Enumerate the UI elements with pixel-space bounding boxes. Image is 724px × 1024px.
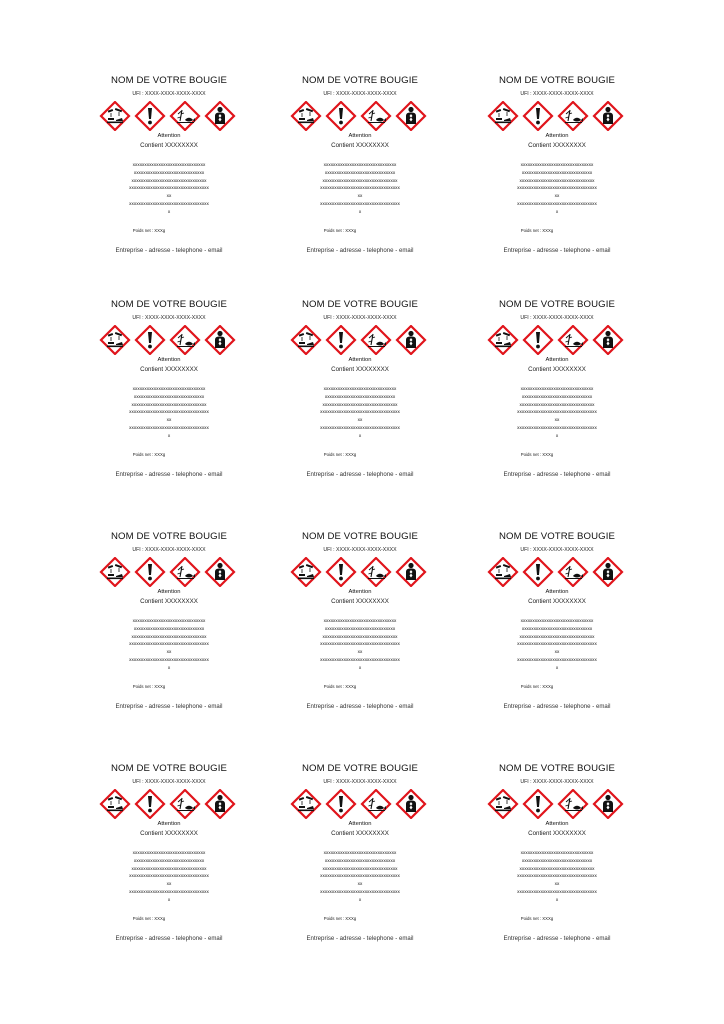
company-footer: Entreprise - adresse - telephone - email (115, 935, 223, 942)
exclamation-mark-icon (524, 326, 552, 354)
hazard-line: xxxxxxxxxxxxxxxxxxxxxxxxxxxxxxxx (131, 401, 207, 407)
corrosion-icon (101, 102, 129, 130)
hazard-line: xxxxxxxxxxxxxxxxxxxxxxxxxxxxxx (521, 857, 593, 863)
hazard-line: xx (166, 649, 172, 655)
ufi-code: UFI : XXXX-XXXX-XXXX-XXXX (520, 315, 594, 321)
exclamation-mark-icon (136, 326, 164, 354)
hazard-line: xxxxxxxxxxxxxxxxxxxxxxxxxxxxxxx (132, 162, 206, 167)
health-hazard-icon (397, 326, 425, 354)
net-weight: Poids net : XXXg (132, 684, 166, 689)
signal-word: Attention (157, 821, 181, 827)
hazard-line: xxxxxxxxxxxxxxxxxxxxxxxxxxxxxxxxxx (320, 185, 400, 191)
exclamation-mark-icon (524, 790, 552, 818)
corrosion-icon (489, 558, 517, 586)
hazard-line: xxxxxxxxxxxxxxxxxxxxxxxxxxxxxxxx (519, 865, 595, 871)
hazard-line: xx (357, 417, 363, 423)
hazard-line: xxxxxxxxxxxxxxxxxxxxxxxxxxxxxxxx (322, 633, 398, 639)
hazard-line: x (167, 208, 171, 214)
corrosion-icon (101, 790, 129, 818)
contains-text: Contient XXXXXXXX (140, 366, 198, 373)
corrosion-icon (101, 326, 129, 354)
health-hazard-icon (206, 102, 234, 130)
hazard-line: x (167, 896, 171, 902)
hazard-statements (94, 617, 244, 672)
hazard-line: xx (166, 417, 172, 423)
hazard-line: xxxxxxxxxxxxxxxxxxxxxxxxxxxxxxxxxx (129, 424, 209, 430)
hazard-line: xxxxxxxxxxxxxxxxxxxxxxxxxxxxxxxxxx (517, 424, 597, 430)
hazard-line: xx (554, 881, 560, 887)
hazard-statements (482, 617, 632, 672)
net-weight: Poids net : XXXg (323, 916, 357, 921)
signal-word: Attention (545, 821, 569, 827)
hazard-line: xxxxxxxxxxxxxxxxxxxxxxxxxxxxxxxx (131, 177, 207, 183)
company-footer: Entreprise - adresse - telephone - email (115, 703, 223, 710)
hazard-line: xxxxxxxxxxxxxxxxxxxxxxxxxxxxxxxx (519, 633, 595, 639)
ghs-pictograms (98, 325, 240, 355)
hazard-line: xxxxxxxxxxxxxxxxxxxxxxxxxxxxxxx (132, 386, 206, 391)
hazard-line: x (555, 208, 559, 214)
corrosion-icon (489, 790, 517, 818)
company-footer: Entreprise - adresse - telephone - email (306, 471, 414, 478)
signal-word: Attention (157, 357, 181, 363)
health-hazard-icon (206, 790, 234, 818)
ghs-pictograms (98, 101, 240, 131)
hazard-line: xxxxxxxxxxxxxxxxxxxxxxxxxxxxxxxx (519, 177, 595, 183)
hazard-line: xxxxxxxxxxxxxxxxxxxxxxxxxxxxxxxx (131, 865, 207, 871)
hazard-statements (285, 617, 435, 672)
corrosion-icon (489, 326, 517, 354)
exclamation-mark-icon (136, 102, 164, 130)
hazard-statements (482, 849, 632, 904)
contains-text: Contient XXXXXXXX (331, 598, 389, 605)
hazard-statements (285, 385, 435, 440)
hazard-line: xxxxxxxxxxxxxxxxxxxxxxxxxxxxxx (133, 625, 205, 631)
hazard-line: xxxxxxxxxxxxxxxxxxxxxxxxxxxxxx (521, 625, 593, 631)
company-footer: Entreprise - adresse - telephone - email (115, 471, 223, 478)
hazard-line: xxxxxxxxxxxxxxxxxxxxxxxxxxxxxxxxxx (129, 641, 209, 647)
hazard-line: xxxxxxxxxxxxxxxxxxxxxxxxxxxxxx (521, 393, 593, 399)
hazard-line: xxxxxxxxxxxxxxxxxxxxxxxxxxxxxxxx (519, 401, 595, 407)
contains-text: Contient XXXXXXXX (331, 366, 389, 373)
hazard-line: xxxxxxxxxxxxxxxxxxxxxxxxxxxxxxx (520, 386, 594, 391)
hazard-line: xxxxxxxxxxxxxxxxxxxxxxxxxxxxxx (133, 169, 205, 175)
hazard-line: xxxxxxxxxxxxxxxxxxxxxxxxxxxxxxxxxx (129, 409, 209, 415)
hazard-line: x (167, 432, 171, 438)
signal-word: Attention (545, 133, 569, 139)
signal-word: Attention (348, 589, 372, 595)
health-hazard-icon (397, 790, 425, 818)
company-footer: Entreprise - adresse - telephone - email (503, 471, 611, 478)
contains-text: Contient XXXXXXXX (140, 830, 198, 837)
hazard-line: xxxxxxxxxxxxxxxxxxxxxxxxxxxxxxx (323, 386, 397, 391)
candle-name: NOM DE VOTRE BOUGIE (302, 75, 418, 86)
ghs-pictograms (98, 557, 240, 587)
hazard-line: xx (357, 193, 363, 199)
hazard-line: xxxxxxxxxxxxxxxxxxxxxxxxxxxxxxxx (322, 177, 398, 183)
hazard-statements (285, 161, 435, 216)
ufi-code: UFI : XXXX-XXXX-XXXX-XXXX (520, 91, 594, 97)
environment-icon (362, 326, 390, 354)
net-weight: Poids net : XXXg (132, 916, 166, 921)
ufi-code: UFI : XXXX-XXXX-XXXX-XXXX (323, 91, 397, 97)
net-weight: Poids net : XXXg (520, 452, 554, 457)
hazard-line: xxxxxxxxxxxxxxxxxxxxxxxxxxxxxxxx (322, 865, 398, 871)
hazard-line: xx (357, 649, 363, 655)
hazard-line: xxxxxxxxxxxxxxxxxxxxxxxxxxxxxx (324, 857, 396, 863)
health-hazard-icon (397, 558, 425, 586)
exclamation-mark-icon (136, 558, 164, 586)
signal-word: Attention (348, 133, 372, 139)
hazard-line: xx (166, 881, 172, 887)
ghs-pictograms (289, 557, 431, 587)
hazard-line: xxxxxxxxxxxxxxxxxxxxxxxxxxxxxxx (323, 618, 397, 623)
corrosion-icon (292, 326, 320, 354)
candle-name: NOM DE VOTRE BOUGIE (111, 531, 227, 542)
exclamation-mark-icon (327, 790, 355, 818)
net-weight: Poids net : XXXg (323, 684, 357, 689)
hazard-line: xxxxxxxxxxxxxxxxxxxxxxxxxxxxxxxxxx (517, 641, 597, 647)
signal-word: Attention (545, 589, 569, 595)
candle-name: NOM DE VOTRE BOUGIE (111, 763, 227, 774)
hazard-line: xxxxxxxxxxxxxxxxxxxxxxxxxxxxxx (324, 169, 396, 175)
hazard-line: xxxxxxxxxxxxxxxxxxxxxxxxxxxxxxxxxx (517, 185, 597, 191)
hazard-line: xxxxxxxxxxxxxxxxxxxxxxxxxxxxxxxxxx (129, 185, 209, 191)
signal-word: Attention (157, 589, 181, 595)
company-footer: Entreprise - adresse - telephone - email (306, 247, 414, 254)
hazard-line: x (555, 664, 559, 670)
exclamation-mark-icon (136, 790, 164, 818)
environment-icon (171, 326, 199, 354)
hazard-line: xx (166, 193, 172, 199)
candle-name: NOM DE VOTRE BOUGIE (302, 763, 418, 774)
hazard-line: xxxxxxxxxxxxxxxxxxxxxxxxxxxxxxxxxx (129, 656, 209, 662)
candle-name: NOM DE VOTRE BOUGIE (499, 763, 615, 774)
hazard-line: xx (554, 417, 560, 423)
hazard-statements (482, 385, 632, 440)
ufi-code: UFI : XXXX-XXXX-XXXX-XXXX (132, 91, 206, 97)
candle-name: NOM DE VOTRE BOUGIE (499, 299, 615, 310)
health-hazard-icon (594, 558, 622, 586)
contains-text: Contient XXXXXXXX (528, 142, 586, 149)
ufi-code: UFI : XXXX-XXXX-XXXX-XXXX (323, 547, 397, 553)
hazard-line: xxxxxxxxxxxxxxxxxxxxxxxxxxxxxxxxxx (320, 200, 400, 206)
hazard-line: xxxxxxxxxxxxxxxxxxxxxxxxxxxxxxxxxx (517, 873, 597, 879)
ufi-code: UFI : XXXX-XXXX-XXXX-XXXX (520, 547, 594, 553)
hazard-line: xxxxxxxxxxxxxxxxxxxxxxxxxxxxxxxxxx (517, 888, 597, 894)
hazard-line: xxxxxxxxxxxxxxxxxxxxxxxxxxxxxxxx (322, 401, 398, 407)
ufi-code: UFI : XXXX-XXXX-XXXX-XXXX (323, 779, 397, 785)
signal-word: Attention (545, 357, 569, 363)
environment-icon (362, 558, 390, 586)
environment-icon (559, 102, 587, 130)
health-hazard-icon (206, 326, 234, 354)
health-hazard-icon (397, 102, 425, 130)
company-footer: Entreprise - adresse - telephone - email (115, 247, 223, 254)
exclamation-mark-icon (327, 326, 355, 354)
candle-name: NOM DE VOTRE BOUGIE (302, 299, 418, 310)
corrosion-icon (489, 102, 517, 130)
health-hazard-icon (206, 558, 234, 586)
hazard-line: xxxxxxxxxxxxxxxxxxxxxxxxxxxxxxxxxx (320, 641, 400, 647)
ufi-code: UFI : XXXX-XXXX-XXXX-XXXX (132, 779, 206, 785)
hazard-statements (94, 161, 244, 216)
hazard-statements (482, 161, 632, 216)
candle-name: NOM DE VOTRE BOUGIE (499, 75, 615, 86)
environment-icon (171, 102, 199, 130)
environment-icon (171, 790, 199, 818)
ufi-code: UFI : XXXX-XXXX-XXXX-XXXX (132, 315, 206, 321)
health-hazard-icon (594, 102, 622, 130)
corrosion-icon (292, 102, 320, 130)
health-hazard-icon (594, 326, 622, 354)
signal-word: Attention (157, 133, 181, 139)
corrosion-icon (101, 558, 129, 586)
net-weight: Poids net : XXXg (323, 228, 357, 233)
candle-name: NOM DE VOTRE BOUGIE (111, 299, 227, 310)
ghs-pictograms (289, 789, 431, 819)
ghs-pictograms (486, 101, 628, 131)
hazard-line: xxxxxxxxxxxxxxxxxxxxxxxxxxxxxx (133, 857, 205, 863)
contains-text: Contient XXXXXXXX (140, 142, 198, 149)
hazard-line: xxxxxxxxxxxxxxxxxxxxxxxxxxxxxxxxxx (320, 409, 400, 415)
net-weight: Poids net : XXXg (520, 684, 554, 689)
signal-word: Attention (348, 821, 372, 827)
environment-icon (559, 558, 587, 586)
signal-word: Attention (348, 357, 372, 363)
hazard-line: x (555, 896, 559, 902)
hazard-line: xxxxxxxxxxxxxxxxxxxxxxxxxxxxxxxxxx (129, 888, 209, 894)
hazard-line: x (358, 896, 362, 902)
company-footer: Entreprise - adresse - telephone - email (306, 703, 414, 710)
hazard-line: xx (554, 193, 560, 199)
hazard-line: xxxxxxxxxxxxxxxxxxxxxxxxxxxxxxxx (131, 633, 207, 639)
hazard-line: xx (357, 881, 363, 887)
hazard-line: xxxxxxxxxxxxxxxxxxxxxxxxxxxxxx (133, 393, 205, 399)
ghs-pictograms (98, 789, 240, 819)
company-footer: Entreprise - adresse - telephone - email (306, 935, 414, 942)
environment-icon (362, 102, 390, 130)
company-footer: Entreprise - adresse - telephone - email (503, 247, 611, 254)
ghs-pictograms (289, 101, 431, 131)
net-weight: Poids net : XXXg (520, 228, 554, 233)
candle-name: NOM DE VOTRE BOUGIE (111, 75, 227, 86)
net-weight: Poids net : XXXg (520, 916, 554, 921)
net-weight: Poids net : XXXg (323, 452, 357, 457)
hazard-line: xxxxxxxxxxxxxxxxxxxxxxxxxxxxxxx (520, 618, 594, 623)
hazard-line: xxxxxxxxxxxxxxxxxxxxxxxxxxxxxxxxxx (320, 888, 400, 894)
hazard-line: xxxxxxxxxxxxxxxxxxxxxxxxxxxxxxxxxx (517, 656, 597, 662)
exclamation-mark-icon (327, 558, 355, 586)
hazard-line: xxxxxxxxxxxxxxxxxxxxxxxxxxxxxxx (132, 850, 206, 855)
exclamation-mark-icon (524, 558, 552, 586)
hazard-line: xxxxxxxxxxxxxxxxxxxxxxxxxxxxxxx (520, 162, 594, 167)
hazard-line: xxxxxxxxxxxxxxxxxxxxxxxxxxxxxxxxxx (320, 424, 400, 430)
hazard-line: xxxxxxxxxxxxxxxxxxxxxxxxxxxxxxx (323, 162, 397, 167)
ghs-pictograms (486, 789, 628, 819)
environment-icon (171, 558, 199, 586)
ufi-code: UFI : XXXX-XXXX-XXXX-XXXX (132, 547, 206, 553)
company-footer: Entreprise - adresse - telephone - email (503, 703, 611, 710)
contains-text: Contient XXXXXXXX (528, 598, 586, 605)
hazard-line: x (555, 432, 559, 438)
hazard-line: xxxxxxxxxxxxxxxxxxxxxxxxxxxxxxx (132, 618, 206, 623)
candle-name: NOM DE VOTRE BOUGIE (499, 531, 615, 542)
hazard-line: x (167, 664, 171, 670)
net-weight: Poids net : XXXg (132, 228, 166, 233)
ghs-pictograms (486, 557, 628, 587)
hazard-line: xxxxxxxxxxxxxxxxxxxxxxxxxxxxxxxxxx (517, 200, 597, 206)
contains-text: Contient XXXXXXXX (331, 142, 389, 149)
hazard-statements (285, 849, 435, 904)
hazard-line: xxxxxxxxxxxxxxxxxxxxxxxxxxxxxxxxxx (320, 873, 400, 879)
hazard-line: xxxxxxxxxxxxxxxxxxxxxxxxxxxxxxx (323, 850, 397, 855)
hazard-line: x (358, 664, 362, 670)
health-hazard-icon (594, 790, 622, 818)
hazard-line: xxxxxxxxxxxxxxxxxxxxxxxxxxxxxx (324, 625, 396, 631)
ufi-code: UFI : XXXX-XXXX-XXXX-XXXX (323, 315, 397, 321)
environment-icon (559, 790, 587, 818)
hazard-line: xxxxxxxxxxxxxxxxxxxxxxxxxxxxxx (324, 393, 396, 399)
hazard-line: xxxxxxxxxxxxxxxxxxxxxxxxxxxxxxx (520, 850, 594, 855)
net-weight: Poids net : XXXg (132, 452, 166, 457)
company-footer: Entreprise - adresse - telephone - email (503, 935, 611, 942)
environment-icon (362, 790, 390, 818)
exclamation-mark-icon (327, 102, 355, 130)
hazard-line: xx (554, 649, 560, 655)
ghs-pictograms (486, 325, 628, 355)
hazard-line: x (358, 432, 362, 438)
corrosion-icon (292, 558, 320, 586)
hazard-line: xxxxxxxxxxxxxxxxxxxxxxxxxxxxxxxxxx (129, 200, 209, 206)
hazard-statements (94, 385, 244, 440)
hazard-line: xxxxxxxxxxxxxxxxxxxxxxxxxxxxxxxxxx (129, 873, 209, 879)
exclamation-mark-icon (524, 102, 552, 130)
hazard-line: x (358, 208, 362, 214)
candle-name: NOM DE VOTRE BOUGIE (302, 531, 418, 542)
ghs-pictograms (289, 325, 431, 355)
contains-text: Contient XXXXXXXX (331, 830, 389, 837)
hazard-line: xxxxxxxxxxxxxxxxxxxxxxxxxxxxxxxxxx (320, 656, 400, 662)
corrosion-icon (292, 790, 320, 818)
ufi-code: UFI : XXXX-XXXX-XXXX-XXXX (520, 779, 594, 785)
hazard-line: xxxxxxxxxxxxxxxxxxxxxxxxxxxxxxxxxx (517, 409, 597, 415)
hazard-statements (94, 849, 244, 904)
environment-icon (559, 326, 587, 354)
contains-text: Contient XXXXXXXX (528, 366, 586, 373)
contains-text: Contient XXXXXXXX (140, 598, 198, 605)
contains-text: Contient XXXXXXXX (528, 830, 586, 837)
hazard-line: xxxxxxxxxxxxxxxxxxxxxxxxxxxxxx (521, 169, 593, 175)
